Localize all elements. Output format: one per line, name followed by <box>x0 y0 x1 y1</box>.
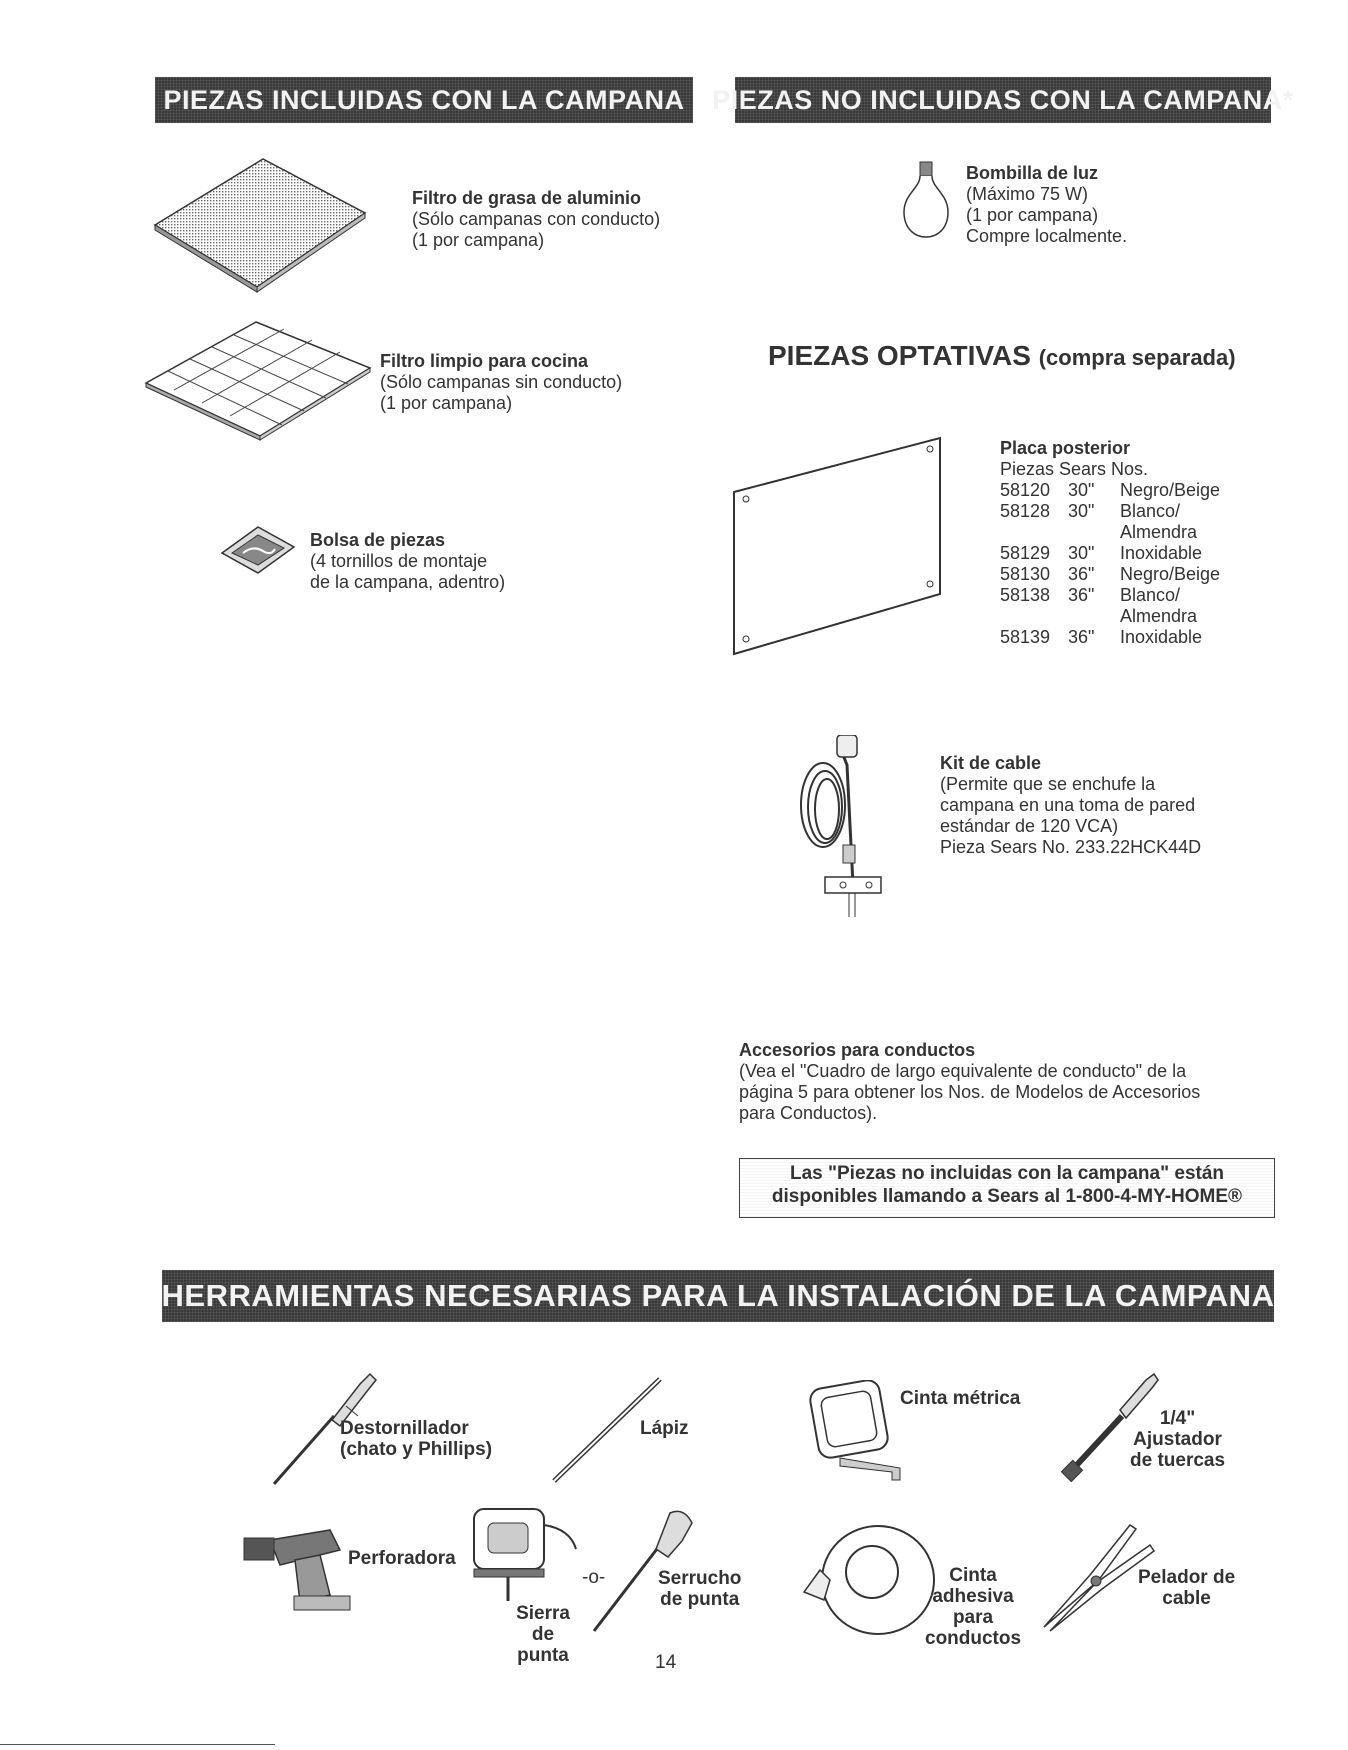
back-plate-parts-table <box>1000 480 1260 648</box>
light-bulb-title: Bombilla de luz <box>966 163 1099 183</box>
back-plate-icon <box>730 434 950 659</box>
size-cell: 36" <box>1068 585 1095 605</box>
back-plate-row <box>1000 480 1260 501</box>
part-number-cell: 58120 <box>1000 480 1051 500</box>
part-number-cell <box>1000 522 1068 543</box>
color-cell: Inoxidable <box>1120 627 1203 647</box>
size-cell: 30" <box>1068 501 1095 521</box>
size-cell: 36" <box>1068 627 1095 647</box>
color-cell: Almendra <box>1120 522 1198 542</box>
wire-stripper-label: Pelador de cable <box>1138 1567 1236 1609</box>
part-number-cell: 58138 <box>1000 585 1051 605</box>
size-cell: 36" <box>1068 564 1095 584</box>
light-bulb-description: Bombilla de luz (Máximo 75 W) (1 por campana) Compre localmente. <box>966 163 1128 246</box>
availability-note: Las "Piezas no incluidas con la campana" están disponibles llamando a Sears al 1-800-4-MY-HOME® <box>739 1158 1275 1218</box>
color-cell: Negro/Beige <box>1120 564 1221 584</box>
not-included-parts-heading: PIEZAS NO INCLUIDAS CON LA CAMPANA* <box>712 84 1294 115</box>
grease-filter-description: Filtro de grasa de aluminio (Sólo campanas con conducto) (1 por campana) <box>412 188 661 250</box>
color-cell: Inoxidable <box>1120 543 1203 563</box>
included-parts-heading: PIEZAS INCLUIDAS CON LA CAMPANA <box>163 84 685 115</box>
cable-kit-description: Kit de cable (Permite que se enchufe la campana en una toma de pared estándar de 120 VCA) Pieza Sears No. 233.22HCK44D <box>940 753 1202 857</box>
part-number-cell: 58129 <box>1000 543 1051 563</box>
part-number-cell: 58128 <box>1000 501 1051 521</box>
grease-filter-title: Filtro de grasa de aluminio <box>412 188 642 208</box>
pencil-label: Lápiz <box>640 1418 689 1439</box>
color-cell: Negro/Beige <box>1120 480 1221 500</box>
drill-icon <box>240 1520 360 1615</box>
part-number-cell: 58139 <box>1000 627 1051 647</box>
bottom-rule <box>0 1744 275 1745</box>
tape-measure-label: Cinta métrica <box>900 1388 1021 1409</box>
parts-bag-icon <box>218 523 298 578</box>
keyhole-saw-label: Serrucho de punta <box>658 1568 742 1610</box>
parts-bag-description: Bolsa de piezas (4 tornillos de montaje de la campana, adentro) <box>310 530 506 592</box>
back-plate-description: Placa posterior Piezas Sears Nos. <box>1000 438 1149 479</box>
parts-bag-title: Bolsa de piezas <box>310 530 446 550</box>
jigsaw-label: Sierra de punta <box>516 1603 570 1666</box>
duct-accessories-title: Accesorios para conductos <box>739 1040 976 1060</box>
light-bulb-icon <box>900 160 952 240</box>
drill-label: Perforadora <box>348 1548 456 1569</box>
tape-measure-icon <box>800 1380 910 1485</box>
size-cell: 30" <box>1068 480 1095 500</box>
duct-accessories-description: Accesorios para conductos (Vea el "Cuadro de largo equivalente de conducto" de la página 5 para obtener los Nos. de Modelos de Accesorios para Conductos). <box>739 1040 1279 1124</box>
grease-filter-icon <box>153 155 368 295</box>
screwdriver-label: Destornillador (chato y Phillips) <box>340 1418 493 1460</box>
cable-kit-title: Kit de cable <box>940 753 1042 773</box>
back-plate-row <box>1000 543 1260 564</box>
duct-tape-icon <box>800 1520 940 1640</box>
tools-heading: HERRAMIENTAS NECESARIAS PARA LA INSTALACIÓN DE LA CAMPANA <box>161 1278 1275 1313</box>
charcoal-filter-description: Filtro limpio para cocina (Sólo campanas sin conducto) (1 por campana) <box>380 351 623 413</box>
back-plate-row <box>1000 501 1260 522</box>
size-cell <box>1068 522 1120 543</box>
back-plate-row <box>1000 585 1260 606</box>
back-plate-row <box>1000 627 1260 648</box>
page-number: 14 <box>655 1652 677 1673</box>
color-cell: Almendra <box>1120 606 1198 626</box>
optional-parts-heading: PIEZAS OPTATIVAS (compra separada) <box>768 340 1236 371</box>
nut-driver-label: 1/4" Ajustador de tuercas <box>1130 1408 1226 1471</box>
jigsaw-icon <box>470 1505 580 1605</box>
size-cell: 30" <box>1068 543 1095 563</box>
tools-banner <box>162 1270 1274 1322</box>
included-parts-banner <box>155 77 693 123</box>
size-cell <box>1068 606 1120 627</box>
color-cell: Blanco/ <box>1120 585 1181 605</box>
color-cell: Blanco/ <box>1120 501 1181 521</box>
cable-kit-icon <box>795 735 885 920</box>
duct-tape-label: Cinta adhesiva para conductos <box>925 1565 1022 1649</box>
not-included-parts-banner <box>712 77 1294 123</box>
back-plate-row <box>1000 522 1260 543</box>
or-separator: -o- <box>582 1567 606 1588</box>
part-number-cell: 58130 <box>1000 564 1051 584</box>
back-plate-title: Placa posterior <box>1000 438 1131 458</box>
back-plate-row <box>1000 564 1260 585</box>
back-plate-row <box>1000 606 1260 627</box>
part-number-cell <box>1000 606 1068 627</box>
charcoal-filter-title: Filtro limpio para cocina <box>380 351 589 371</box>
charcoal-filter-icon <box>144 318 374 443</box>
